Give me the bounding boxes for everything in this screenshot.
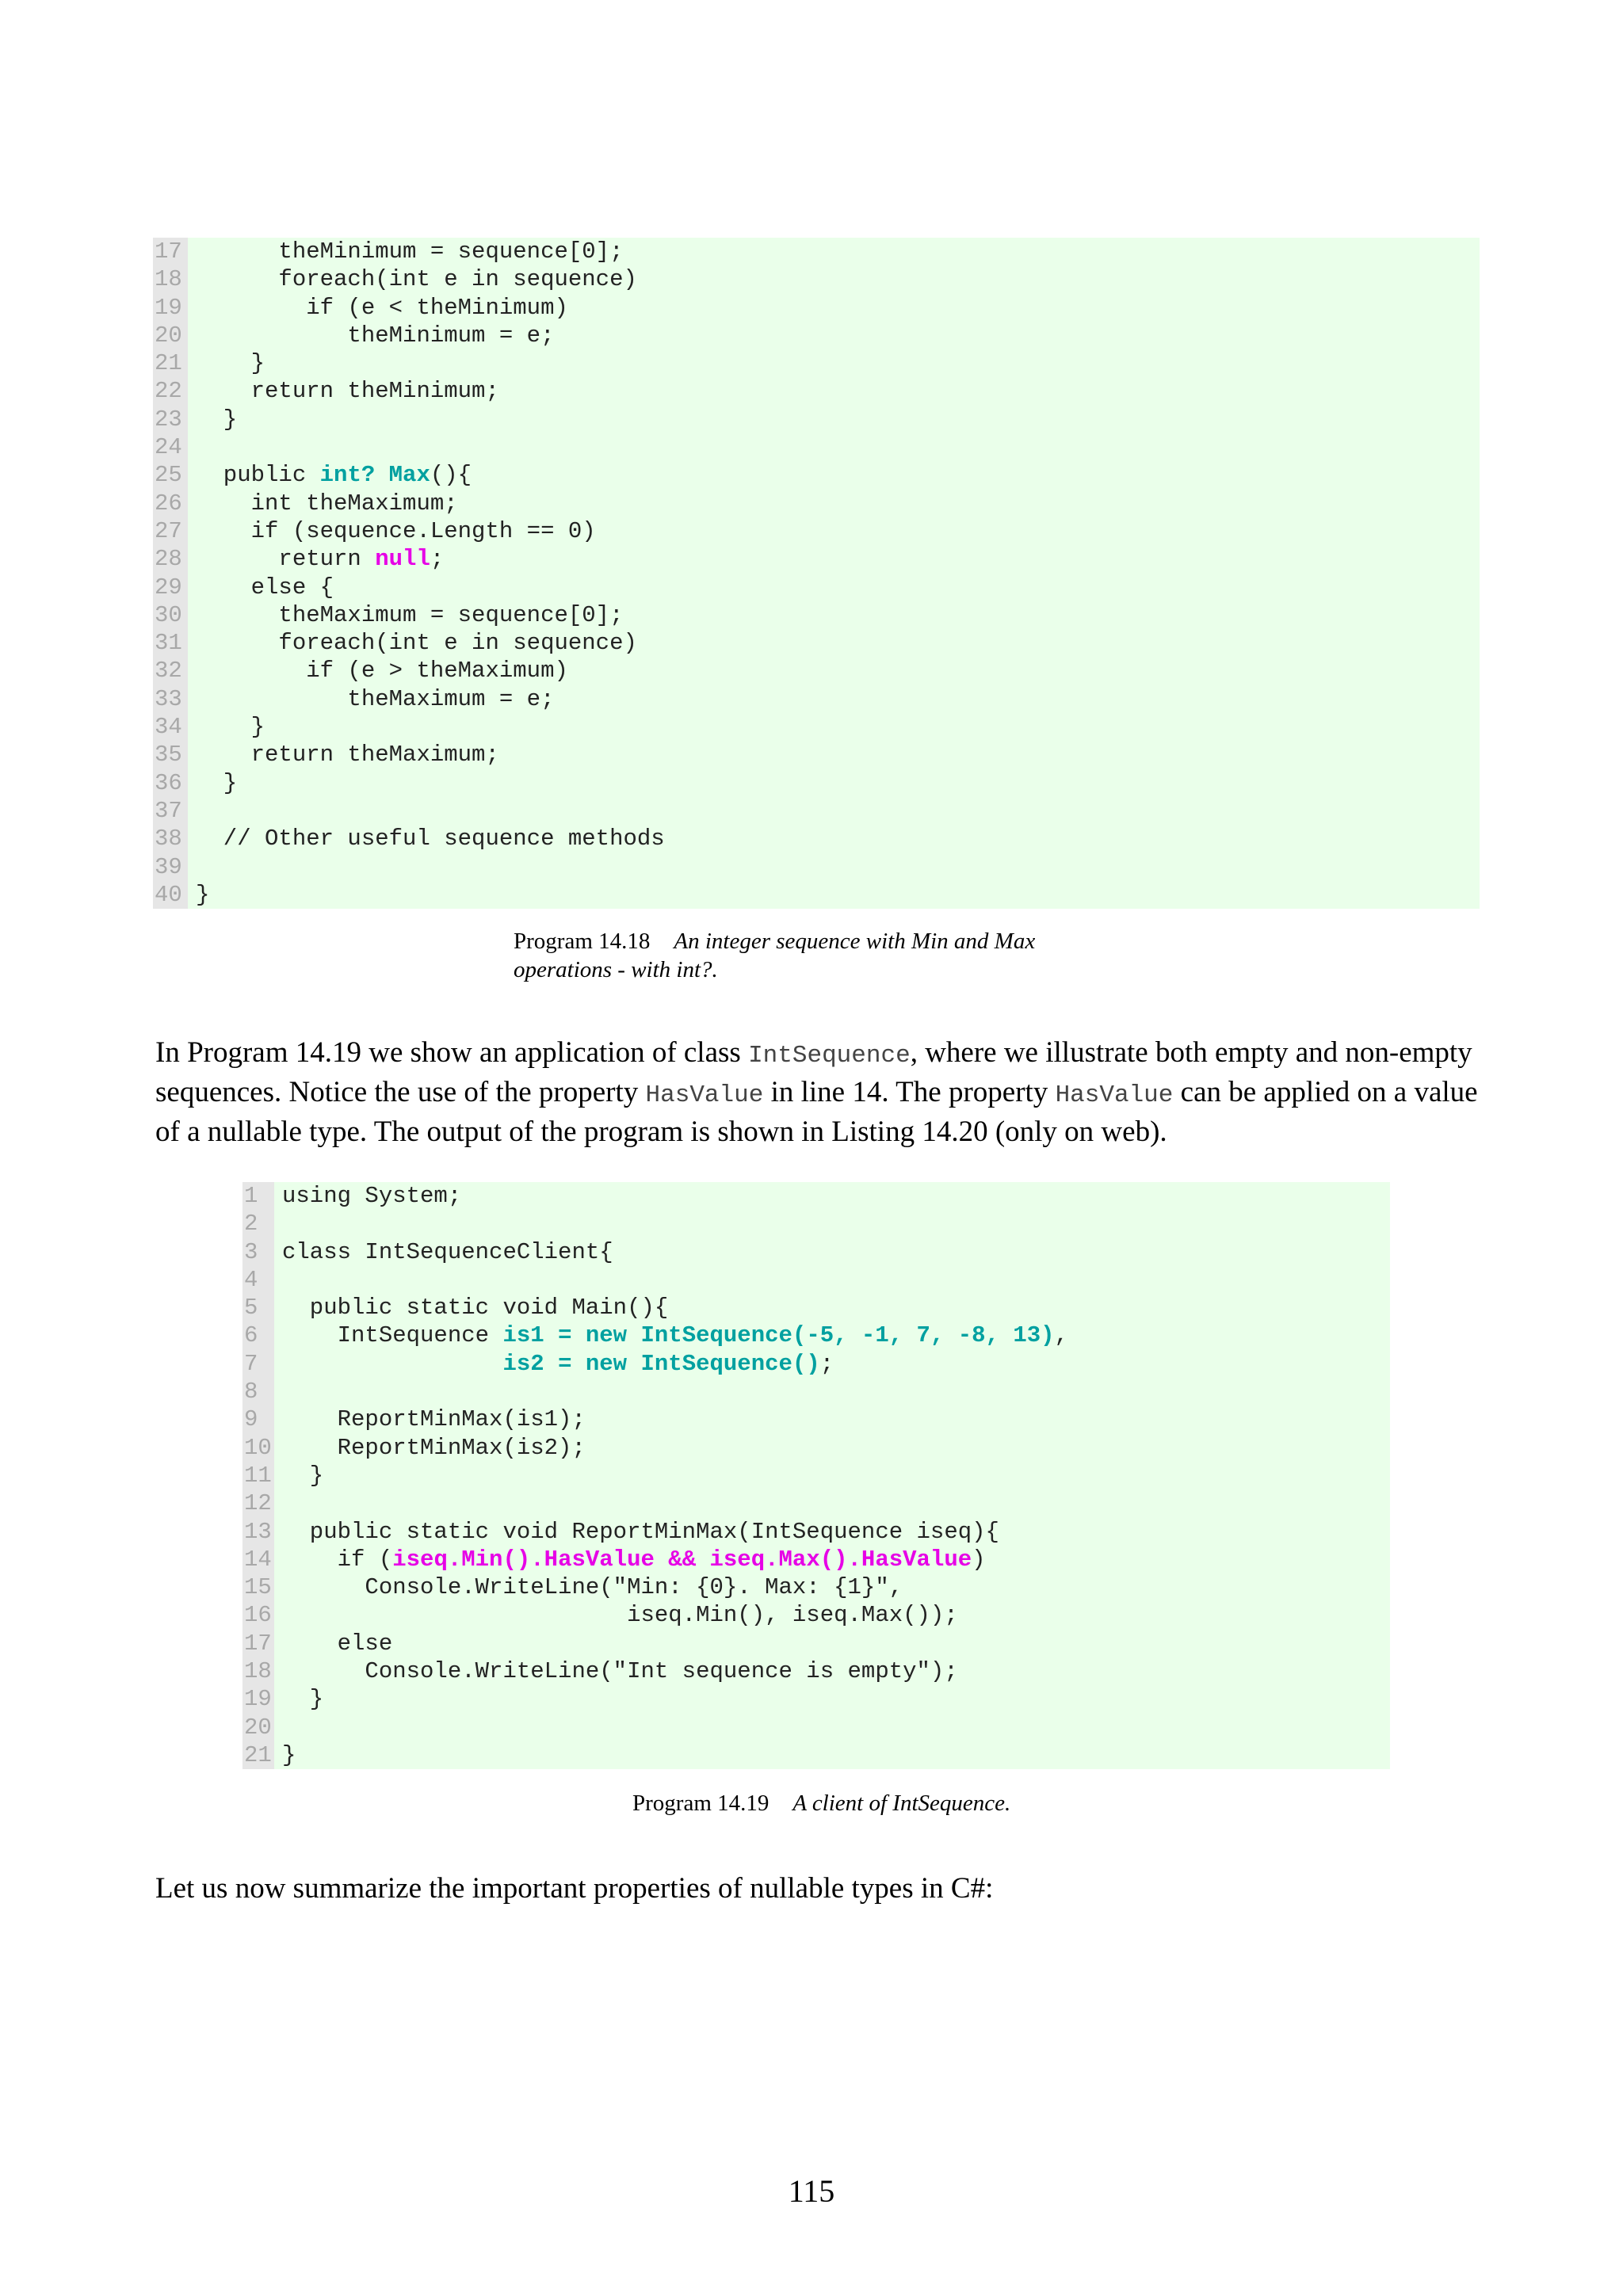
line-number: 25: [153, 461, 188, 489]
line-number: 6: [242, 1322, 274, 1349]
code-text: [188, 657, 1480, 685]
code-text: [188, 517, 1480, 545]
line-number: 17: [153, 238, 188, 265]
code-listing-program-14-18: [153, 238, 1480, 909]
code-token: return: [196, 546, 376, 573]
caption-number: Program 14.19: [632, 1791, 769, 1816]
code-text: [188, 629, 1480, 657]
code-text: [274, 1714, 1390, 1741]
inline-code: HasValue: [645, 1081, 764, 1109]
line-number: 3: [242, 1238, 274, 1266]
code-line: [153, 797, 1480, 825]
code-token: ): [972, 1546, 986, 1573]
code-token: return theMaximum;: [196, 742, 499, 769]
code-text: [274, 1518, 1390, 1546]
code-text: [274, 1434, 1390, 1462]
code-text: [188, 741, 1480, 769]
caption-number: Program 14.18: [514, 929, 651, 954]
code-text: [188, 685, 1480, 713]
code-token: theMinimum = e;: [196, 322, 555, 349]
code-token: }: [196, 714, 265, 741]
paragraph-text: in line 14. The property: [763, 1076, 1056, 1108]
code-token: ;: [819, 1350, 834, 1377]
code-text: [274, 1546, 1390, 1573]
line-number: 35: [153, 741, 188, 769]
code-text: [274, 1657, 1390, 1685]
code-line: [242, 1266, 1390, 1294]
code-token: public: [196, 462, 320, 489]
code-text: [188, 825, 1480, 852]
line-number: 19: [242, 1685, 274, 1713]
line-number: 32: [153, 657, 188, 685]
line-number: 8: [242, 1378, 274, 1405]
code-line: [242, 1350, 1390, 1378]
code-token: public static void Main(){: [282, 1295, 669, 1322]
code-line: [242, 1573, 1390, 1601]
code-line: [242, 1294, 1390, 1322]
code-line: [153, 629, 1480, 657]
code-line: [242, 1182, 1390, 1210]
code-token: }: [196, 406, 238, 433]
code-text: [274, 1350, 1390, 1378]
line-number: 9: [242, 1405, 274, 1433]
line-number: 27: [153, 517, 188, 545]
highlighted-code-token: is1 = new IntSequence(-5, -1, 7, -8, 13): [502, 1322, 1055, 1349]
highlighted-code-token: is2 = new IntSequence(): [502, 1350, 820, 1377]
line-number: 12: [242, 1489, 274, 1517]
line-number: 7: [242, 1350, 274, 1378]
code-line: [153, 853, 1480, 881]
line-number: 22: [153, 377, 188, 405]
line-number: 2: [242, 1210, 274, 1238]
code-line: [242, 1238, 1390, 1266]
line-number: 15: [242, 1573, 274, 1601]
paragraph-text: In Program 14.19 we show an application of class: [155, 1036, 749, 1069]
code-line: [153, 741, 1480, 769]
code-line: [153, 769, 1480, 797]
code-line: [153, 601, 1480, 629]
code-text: [188, 461, 1480, 489]
line-number: 19: [153, 294, 188, 322]
line-number: 40: [153, 881, 188, 909]
code-line: [153, 881, 1480, 909]
code-line: [153, 377, 1480, 405]
code-line: [153, 322, 1480, 349]
code-token: (){: [430, 462, 472, 489]
code-token: ,: [1054, 1322, 1068, 1349]
code-text: [274, 1378, 1390, 1405]
caption-program-14-18: [514, 927, 1035, 984]
inline-code: IntSequence: [748, 1042, 911, 1070]
code-text: [188, 349, 1480, 377]
code-line: [242, 1741, 1390, 1769]
line-number: 37: [153, 797, 188, 825]
line-number: 24: [153, 433, 188, 461]
code-listing-program-14-19: [242, 1182, 1390, 1769]
line-number: 5: [242, 1294, 274, 1322]
code-token: }: [196, 769, 238, 796]
inline-code: HasValue: [1055, 1081, 1174, 1109]
code-token: if (: [282, 1546, 393, 1573]
code-token: Console.WriteLine("Min: {0}. Max: {1}",: [282, 1574, 903, 1601]
code-line: [153, 825, 1480, 852]
code-token: }: [282, 1686, 324, 1713]
code-token: foreach(int e in sequence): [196, 266, 637, 293]
code-line: [153, 433, 1480, 461]
code-text: [188, 797, 1480, 825]
code-line: [153, 574, 1480, 601]
line-number: 11: [242, 1462, 274, 1489]
code-token: }: [282, 1741, 296, 1768]
code-line: [153, 685, 1480, 713]
code-line: [153, 265, 1480, 293]
code-text: [274, 1630, 1390, 1657]
code-token: ReportMinMax(is1);: [282, 1406, 586, 1433]
line-number: 14: [242, 1546, 274, 1573]
code-line: [153, 490, 1480, 517]
line-number: 10: [242, 1434, 274, 1462]
highlighted-code-token: iseq.Min().HasValue && iseq.Max().HasValue: [392, 1546, 972, 1573]
line-number: 20: [153, 322, 188, 349]
code-token: ;: [430, 546, 445, 573]
code-token: iseq.Min(), iseq.Max());: [282, 1602, 958, 1629]
code-token: int theMaximum;: [196, 490, 458, 517]
code-text: [188, 294, 1480, 322]
code-line: [242, 1546, 1390, 1573]
code-token: foreach(int e in sequence): [196, 630, 637, 657]
code-text: [188, 406, 1480, 433]
code-line: [242, 1630, 1390, 1657]
highlighted-code-token: int? Max: [319, 462, 430, 489]
code-line: [242, 1657, 1390, 1685]
code-token: theMaximum = e;: [196, 685, 555, 712]
code-text: [274, 1322, 1390, 1349]
code-line: [242, 1434, 1390, 1462]
code-line: [242, 1685, 1390, 1713]
code-text: [274, 1685, 1390, 1713]
code-line: [242, 1518, 1390, 1546]
line-number: 17: [242, 1630, 274, 1657]
line-number: 23: [153, 406, 188, 433]
code-text: [274, 1238, 1390, 1266]
code-text: [188, 713, 1480, 741]
code-line: [242, 1462, 1390, 1489]
code-token: IntSequence: [282, 1322, 503, 1349]
line-number: 20: [242, 1714, 274, 1741]
code-token: }: [196, 881, 210, 908]
code-token: }: [196, 350, 265, 377]
code-token: if (e > theMaximum): [196, 658, 568, 685]
caption-title: A client of IntSequence.: [792, 1791, 1011, 1816]
code-text: [274, 1741, 1390, 1769]
line-number: 21: [153, 349, 188, 377]
code-token: if (e < theMinimum): [196, 294, 568, 321]
code-line: [242, 1210, 1390, 1238]
code-token: else: [282, 1630, 393, 1657]
code-text: [188, 265, 1480, 293]
code-text: [188, 881, 1480, 909]
code-text: [274, 1294, 1390, 1322]
code-text: [274, 1462, 1390, 1489]
line-number: 21: [242, 1741, 274, 1769]
code-text: [188, 322, 1480, 349]
code-text: [274, 1182, 1390, 1210]
code-token: return theMinimum;: [196, 378, 499, 405]
code-token: // Other useful sequence methods: [196, 826, 665, 852]
code-token: public static void ReportMinMax(IntSequence iseq){: [282, 1518, 999, 1545]
code-text: [188, 377, 1480, 405]
code-token: }: [282, 1462, 324, 1489]
code-text: [274, 1266, 1390, 1294]
line-number: 38: [153, 825, 188, 852]
code-token: Console.WriteLine("Int sequence is empty");: [282, 1658, 958, 1685]
line-number: 34: [153, 713, 188, 741]
code-text: [274, 1601, 1390, 1629]
highlighted-code-token: null: [375, 546, 430, 573]
caption-program-14-19: [632, 1789, 1010, 1817]
code-text: [188, 769, 1480, 797]
code-line: [153, 406, 1480, 433]
caption-title: An integer sequence with Min and Max: [674, 929, 1036, 954]
line-number: 39: [153, 853, 188, 881]
code-token: using System;: [282, 1183, 462, 1209]
line-number: 31: [153, 629, 188, 657]
line-number: 18: [153, 265, 188, 293]
code-line: [153, 294, 1480, 322]
code-line: [153, 461, 1480, 489]
code-line: [242, 1378, 1390, 1405]
line-number: 18: [242, 1657, 274, 1685]
code-text: [188, 853, 1480, 881]
code-line: [242, 1489, 1390, 1517]
code-line: [242, 1322, 1390, 1349]
line-number: 4: [242, 1266, 274, 1294]
line-number: 29: [153, 574, 188, 601]
paragraph-text: , where we illustrate both empty and non-empty sequences. Notice the use of the property: [155, 1036, 1472, 1108]
code-line: [153, 349, 1480, 377]
code-line: [153, 238, 1480, 265]
code-line: [153, 517, 1480, 545]
line-number: 1: [242, 1182, 274, 1210]
code-line: [153, 545, 1480, 573]
paragraph-intro: [155, 1035, 1487, 1150]
code-text: [188, 238, 1480, 265]
code-text: [274, 1489, 1390, 1517]
code-token: [282, 1351, 502, 1377]
code-token: theMinimum = sequence[0];: [196, 238, 624, 265]
line-number: 30: [153, 601, 188, 629]
line-number: 16: [242, 1601, 274, 1629]
code-line: [153, 713, 1480, 741]
code-line: [153, 657, 1480, 685]
code-text: [188, 574, 1480, 601]
line-number: 36: [153, 769, 188, 797]
code-token: ReportMinMax(is2);: [282, 1434, 586, 1461]
code-text: [188, 490, 1480, 517]
caption-title-continued: operations - with int?.: [514, 957, 718, 982]
line-number: 13: [242, 1518, 274, 1546]
line-number: 26: [153, 490, 188, 517]
code-line: [242, 1405, 1390, 1433]
code-token: theMaximum = sequence[0];: [196, 601, 624, 628]
code-text: [188, 601, 1480, 629]
code-text: [188, 433, 1480, 461]
code-text: [274, 1573, 1390, 1601]
code-token: if (sequence.Length == 0): [196, 517, 596, 544]
page-number: 115: [788, 2173, 835, 2209]
code-text: [274, 1210, 1390, 1238]
line-number: 28: [153, 545, 188, 573]
paragraph-text: can be applied on a value of a nullable type. The output of the program is shown in Listing 14.20 (only on web).: [155, 1076, 1478, 1148]
code-line: [242, 1714, 1390, 1741]
line-number: 33: [153, 685, 188, 713]
code-token: class IntSequenceClient{: [282, 1238, 613, 1265]
code-line: [242, 1601, 1390, 1629]
paragraph-summary: Let us now summarize the important properties of nullable types in C#:: [155, 1872, 994, 1905]
code-token: else {: [196, 574, 334, 601]
code-text: [274, 1405, 1390, 1433]
code-text: [188, 545, 1480, 573]
